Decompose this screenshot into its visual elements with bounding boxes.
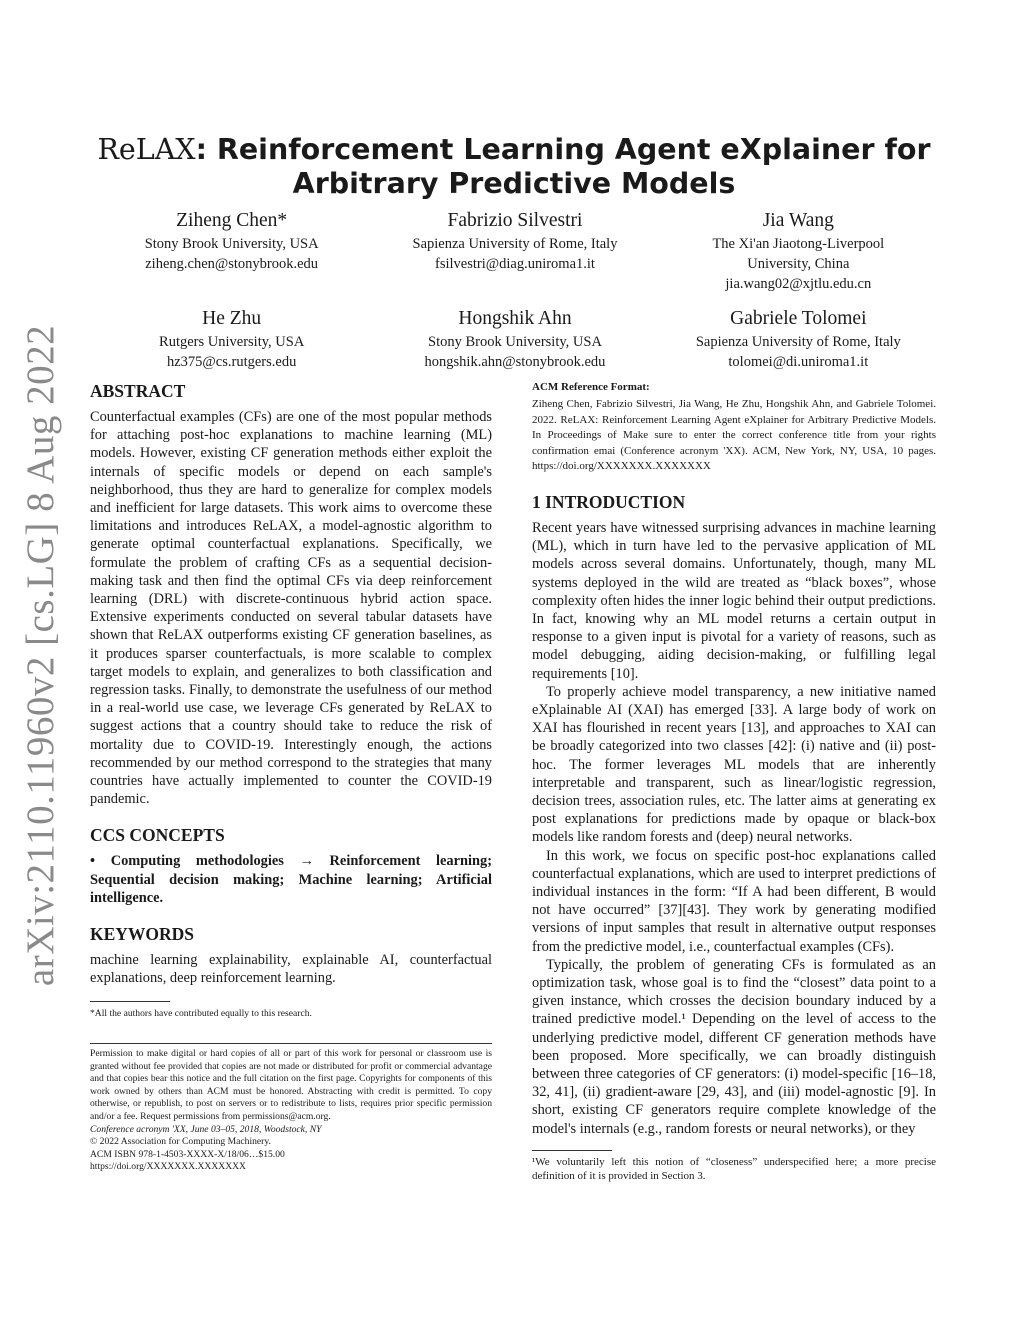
doi-link[interactable]: https://doi.org/XXXXXXX.XXXXXXX xyxy=(90,1161,246,1173)
footnote-rule xyxy=(90,1001,170,1002)
author-row-2 xyxy=(90,306,940,372)
intro-paragraph-2: To properly achieve model transparency, a new initiative named eXplainable AI (XAI) has emerged [33]. A large body of work on XAI has flourished in recent years [13], and approaches to XAI can be broadly categorized into two classes [42]: (i) native and (ii) post-hoc. The former leverages ML models that are inherently interpretable and transparent, such as linear/logistic regression, decision trees, association rules, etc. The latter aims at generating ex post explanations for predictions made by opaque or black-box models like random forests and (deep) neural networks. xyxy=(532,683,936,846)
author-affiliation: Stony Brook University, USA xyxy=(428,334,602,350)
author-affiliation: Sapienza University of Rome, Italy xyxy=(695,334,901,350)
author-email[interactable]: jia.wang02@xjtlu.edu.cn xyxy=(725,276,872,292)
author-name: Fabrizio Silvestri xyxy=(447,210,583,231)
intro-paragraph-1: Recent years have witnessed surprising advances in machine learning (ML), which in turn have led to the pervasive application of ML models across several domains. Unfortunately, though, many ML systems deployed in the wild are treated as “black boxes”, whose complexity often hides the inner logic behind their output predictions. In fact, knowing why an ML model returns a certain output in response to a given input is pivotal for a variety of reasons, such as model debugging, aiding decision-making, or fulfilling legal requirements [10]. xyxy=(532,519,936,682)
author-affiliation: Sapienza University of Rome, Italy xyxy=(412,236,618,252)
isbn-line: ACM ISBN 978-1-4503-XXXX-X/18/06…$15.00 xyxy=(90,1148,285,1160)
author-email[interactable]: hongshik.ahn@stonybrook.edu xyxy=(424,354,606,370)
author-block xyxy=(657,306,940,372)
author-email[interactable]: fsilvestri@diag.uniroma1.it xyxy=(435,256,595,272)
author-name: Hongshik Ahn xyxy=(458,308,572,329)
author-block xyxy=(90,208,373,294)
paper-title xyxy=(90,133,938,201)
permission-block xyxy=(90,1043,492,1174)
arxiv-id: arXiv:2110.11960v2 [cs.LG] 8 Aug 2022 xyxy=(19,324,63,986)
intro-paragraph-4: Typically, the problem of generating CFs is formulated as an optimization task, whose goal is to find the “closest” data point to a given instance, which crosses the decision boundary induced by a trained predictive model.¹ Depending on the level of access to the underlying predictive model, different CF generation methods have been proposed. More specifically, we can broadly distinguish between three categories of CF generators: (i) model-specific [16–18, 32, 41], (ii) gradient-aware [29, 43], and (iii) model-agnostic [9]. In short, existing CF generators require complete knowledge of the model's internals (e.g., random forests or neural networks), or they xyxy=(532,956,936,1137)
author-block xyxy=(373,208,656,294)
author-affiliation: Stony Brook University, USA xyxy=(144,236,319,252)
conference-line: Conference acronym 'XX, June 03–05, 2018, Woodstock, NY xyxy=(90,1123,322,1135)
keywords-heading: KEYWORDS xyxy=(90,924,195,945)
author-row-1 xyxy=(90,208,940,294)
author-block xyxy=(657,208,940,294)
author-name: Jia Wang xyxy=(762,210,834,231)
intro-paragraph-3: In this work, we focus on specific post-hoc explanations called counterfactual explanations, which are used to interpret predictions of individual instances in the form: “If A had been different, B would not have occurred” [37][43]. They work by generating modified versions of input samples that result in alternative output responses from the predictive model, i.e., counterfactual examples (CFs). xyxy=(532,847,936,955)
arxiv-sidebar xyxy=(4,324,78,986)
title-prefix: ReLAX xyxy=(97,133,196,166)
author-affiliation: The Xi'an Jiaotong-Liverpool University, China xyxy=(712,236,885,272)
left-column xyxy=(90,380,492,1174)
footnote-rule-right xyxy=(532,1150,612,1151)
ccs-text: • Computing methodologies → Reinforcement learning; Sequential decision making; Machine learning; Artificial intelligence. xyxy=(90,853,492,906)
author-affiliation: Rutgers University, USA xyxy=(159,334,305,350)
permission-text: Permission to make digital or hard copies of all or part of this work for personal or classroom use is granted without fee provided that copies are not made or distributed for profit or commercial advantage and that copies bear this notice and the full citation on the first page. Copyrights for components of this work owned by others than ACM must be honored. Abstracting with credit is permitted. To copy otherwise, or republish, to post on servers or to redistribute to lists, requires prior specific permission and/or a fee. Request permissions from permissions@acm.org. xyxy=(90,1048,492,1123)
acm-ref-text: Ziheng Chen, Fabrizio Silvestri, Jia Wang, He Zhu, Hongshik Ahn, and Gabriele Tolomei. 2022. ReLAX: Reinforcement Learning Agent eXplainer for Arbitrary Predictive Models. In Proceedings of Make sure to enter the correct conference title from your rights confirmation emai (Conference acronym 'XX). ACM, New York, NY, USA, 10 pages. https://doi.org/XXXXXXX.XXXXXXX xyxy=(532,398,936,473)
author-block xyxy=(373,306,656,372)
keywords-text: machine learning explainability, explainable AI, counterfactual explanations, deep reinforcement learning. xyxy=(90,952,492,987)
footnote-star: *All the authors have contributed equally to this research. xyxy=(90,1008,312,1020)
abstract-heading: ABSTRACT xyxy=(90,381,186,401)
intro-heading: 1 INTRODUCTION xyxy=(532,491,686,512)
author-email[interactable]: ziheng.chen@stonybrook.edu xyxy=(145,256,319,272)
author-email[interactable]: hz375@cs.rutgers.edu xyxy=(167,354,297,370)
footnote-1: ¹We voluntarily left this notion of “closeness” underspecified here; a more precise definition of it is provided in Section 3. xyxy=(532,1155,936,1182)
author-block xyxy=(90,306,373,372)
copyright-line: © 2022 Association for Computing Machinery. xyxy=(90,1136,271,1148)
author-email[interactable]: tolomei@di.uniroma1.it xyxy=(728,354,869,370)
author-name: Ziheng Chen* xyxy=(176,210,288,231)
abstract-text: Counterfactual examples (CFs) are one of the most popular methods for attaching post-hoc explanations to machine learning (ML) models. However, existing CF generation methods either exploit the internals of specific models or depend on each sample's neighborhood, thus they are hard to generalize for complex models and inefficient for large datasets. This work aims to overcome these limitations and introduces ReLAX, a model-agnostic algorithm to generate optimal counterfactual explanations. Specifically, we formulate the problem of crafting CFs as a sequential decision-making task and then find the optimal CFs via deep reinforcement learning (DRL) with discrete-continuous hybrid action space. Extensive experiments conducted on several tabular datasets have shown that ReLAX outperforms existing CF generation baselines, as it produces sparser counterfactuals, is more scalable to complex target models to explain, and generalizes to both classification and regression tasks. Finally, to demonstrate the usefulness of our method in a real-world use case, we leverage CFs generated by ReLAX to suggest actions that a country should take to reduce the risk of mortality due to COVID-19. Interestingly enough, the actions recommended by our method correspond to the strategies that many countries have actually implemented to counter the COVID-19 pandemic. xyxy=(90,409,492,808)
right-column xyxy=(532,380,936,1183)
acm-ref-heading: ACM Reference Format: xyxy=(532,381,650,393)
ccs-heading: CCS CONCEPTS xyxy=(90,825,225,846)
author-name: He Zhu xyxy=(202,308,262,329)
author-name: Gabriele Tolomei xyxy=(730,308,867,329)
title-main: : Reinforcement Learning Agent eXplainer for Arbitrary Predictive Models xyxy=(195,133,931,200)
